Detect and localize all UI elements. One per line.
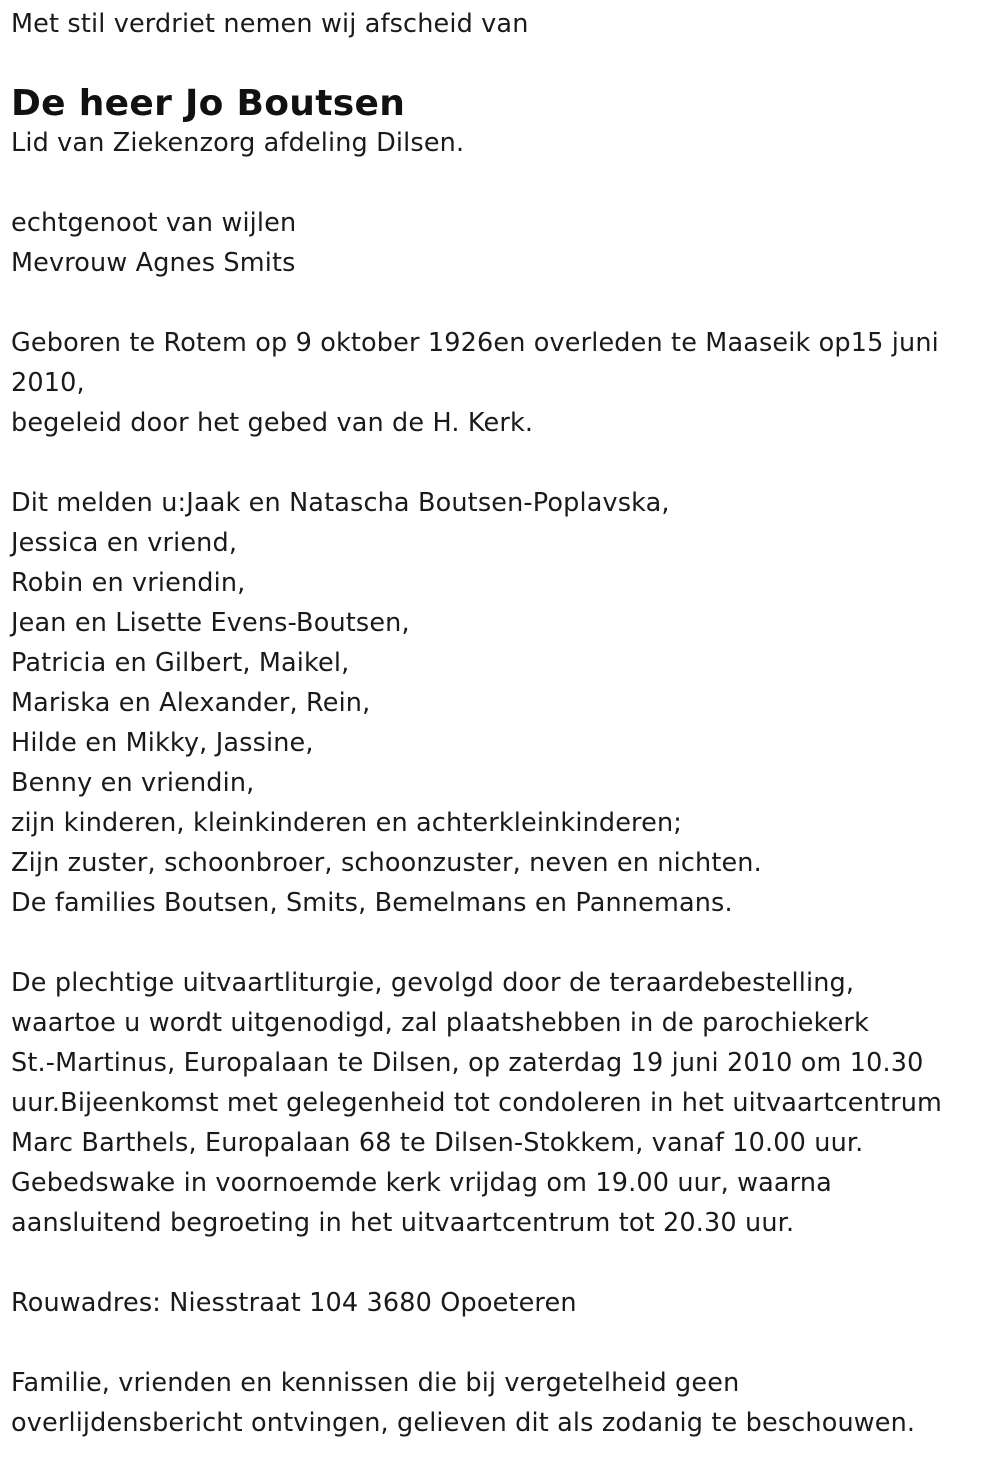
funeral-line: St.-Martinus, Europalaan te Dilsen, op zaterdag 19 juni 2010 om 10.30 [11,1048,924,1078]
obituary-notice [11,4,989,1443]
announcer-line: Patricia en Gilbert, Maikel, [11,648,350,678]
deceased-name: De heer Jo Boutsen [11,83,406,124]
funeral-line: Gebedswake in voornoemde kerk vrijdag om 19.00 uur, waarna [11,1168,832,1198]
announcer-line: Hilde en Mikky, Jassine, [11,728,314,758]
funeral-line: uur.Bijeenkomst met gelegenheid tot condoleren in het uitvaartcentrum [11,1088,943,1118]
closing-line: Familie, vrienden en kennissen die bij vergetelheid geen [11,1368,740,1398]
spacer [11,1323,989,1363]
announcer-line: Robin en vriendin, [11,568,246,598]
announcer-line: Benny en vriendin, [11,768,255,798]
spacer [11,923,989,963]
announcer-line: De families Boutsen, Smits, Bemelmans en Pannemans. [11,888,733,918]
spouse-line-1: echtgenoot van wijlen [11,208,297,238]
membership-text: Lid van Ziekenzorg afdeling Dilsen. [11,128,465,158]
announcer-line: Zijn zuster, schoonbroer, schoonzuster, neven en nichten. [11,848,762,878]
funeral-line: aansluitend begroeting in het uitvaartcentrum tot 20.30 uur. [11,1208,795,1238]
announcer-line: Jessica en vriend, [11,528,238,558]
announcer-line: Dit melden u:Jaak en Natascha Boutsen-Poplavska, [11,488,670,518]
spacer [11,163,989,203]
mourning-address: Rouwadres: Niesstraat 104 3680 Opoeteren [11,1288,577,1318]
funeral-line: waartoe u wordt uitgenodigd, zal plaatshebben in de parochiekerk [11,1008,869,1038]
accompanied-text: begeleid door het gebed van de H. Kerk. [11,408,534,438]
announcer-line: Jean en Lisette Evens-Boutsen, [11,608,410,638]
spacer [11,283,989,323]
announcer-line: Mariska en Alexander, Rein, [11,688,371,718]
announcer-line: zijn kinderen, kleinkinderen en achterkleinkinderen; [11,808,683,838]
birth-death-text: Geboren te Rotem op 9 oktober 1926en overleden te Maaseik op15 juni 2010, [11,328,939,398]
intro-text: Met stil verdriet nemen wij afscheid van [11,9,529,39]
funeral-line: Marc Barthels, Europalaan 68 te Dilsen-Stokkem, vanaf 10.00 uur. [11,1128,864,1158]
closing-line: overlijdensbericht ontvingen, gelieven dit als zodanig te beschouwen. [11,1408,916,1438]
spacer [11,1243,989,1283]
funeral-line: De plechtige uitvaartliturgie, gevolgd door de teraardebestelling, [11,968,855,998]
spacer [11,443,989,483]
spouse-line-2: Mevrouw Agnes Smits [11,248,296,278]
